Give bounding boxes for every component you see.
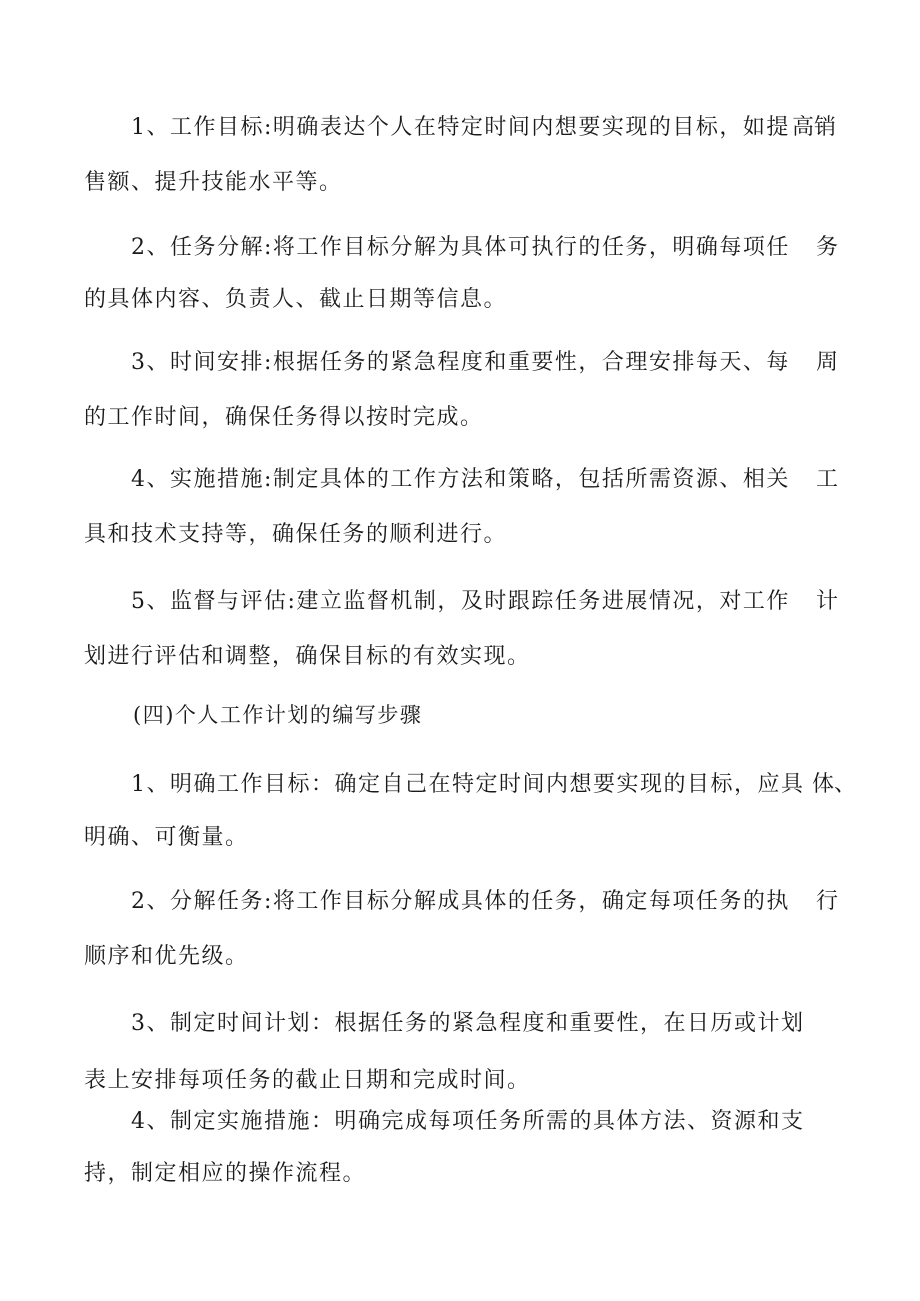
step-2-line-1-tail: 行	[816, 889, 839, 914]
paragraph-4-line-1-tail: 工	[816, 467, 839, 492]
step-2-line-2: 顺序和优先级。	[84, 944, 249, 969]
step-2-line-1: 2、分解任务:将工作目标分解成具体的任务，确定每项任务的执	[131, 889, 790, 914]
paragraph-1-line-2: 售额、提升技能水平等。	[84, 170, 343, 195]
paragraph-5-line-2: 划进行评估和调整，确保目标的有效实现。	[84, 644, 531, 669]
section-heading: (四)个人工作计划的编写步骤	[133, 703, 423, 727]
step-1-line-1: 1、明确工作目标：确定自己在特定时间内想要实现的目标，应具	[131, 772, 805, 797]
paragraph-3-line-1-tail: 周	[816, 350, 839, 375]
paragraph-3-line-1: 3、时间安排:根据任务的紧急程度和重要性，合理安排每天、每	[131, 350, 790, 375]
paragraph-5-line-1: 5、监督与评估:建立监督机制，及时跟踪任务进展情况，对工作	[131, 589, 790, 614]
step-3-line-1: 3、制定时间计划：根据任务的紧急程度和重要性，在日历或计划	[131, 1011, 805, 1036]
paragraph-5-line-1-tail: 计	[816, 589, 839, 614]
step-1-line-1-tail: 体、	[812, 772, 857, 797]
step-1-line-2: 明确、可衡量。	[84, 825, 249, 850]
paragraph-1-line-1: 1、工作目标:明确表达个人在特定时间内想要实现的目标，如提	[131, 115, 790, 140]
paragraph-4-line-1: 4、实施措施:制定具体的工作方法和策略，包括所需资源、相关	[131, 467, 790, 492]
step-4-line-1: 4、制定实施措施：明确完成每项任务所需的具体方法、资源和支	[131, 1109, 805, 1134]
paragraph-2-line-1: 2、任务分解:将工作目标分解为具体可执行的任务，明确每项任	[131, 235, 790, 260]
step-3-line-2: 表上安排每项任务的截止日期和完成时间。	[84, 1068, 531, 1093]
paragraph-1-line-1-tail: 高销	[792, 115, 837, 140]
step-4-line-2: 持，制定相应的操作流程。	[84, 1161, 367, 1186]
paragraph-2-line-2: 的具体内容、负责人、截止日期等信息。	[84, 287, 508, 312]
paragraph-4-line-2: 具和技术支持等，确保任务的顺利进行。	[84, 522, 508, 547]
paragraph-3-line-2: 的工作时间，确保任务得以按时完成。	[84, 405, 484, 430]
paragraph-2-line-1-tail: 务	[816, 235, 839, 260]
